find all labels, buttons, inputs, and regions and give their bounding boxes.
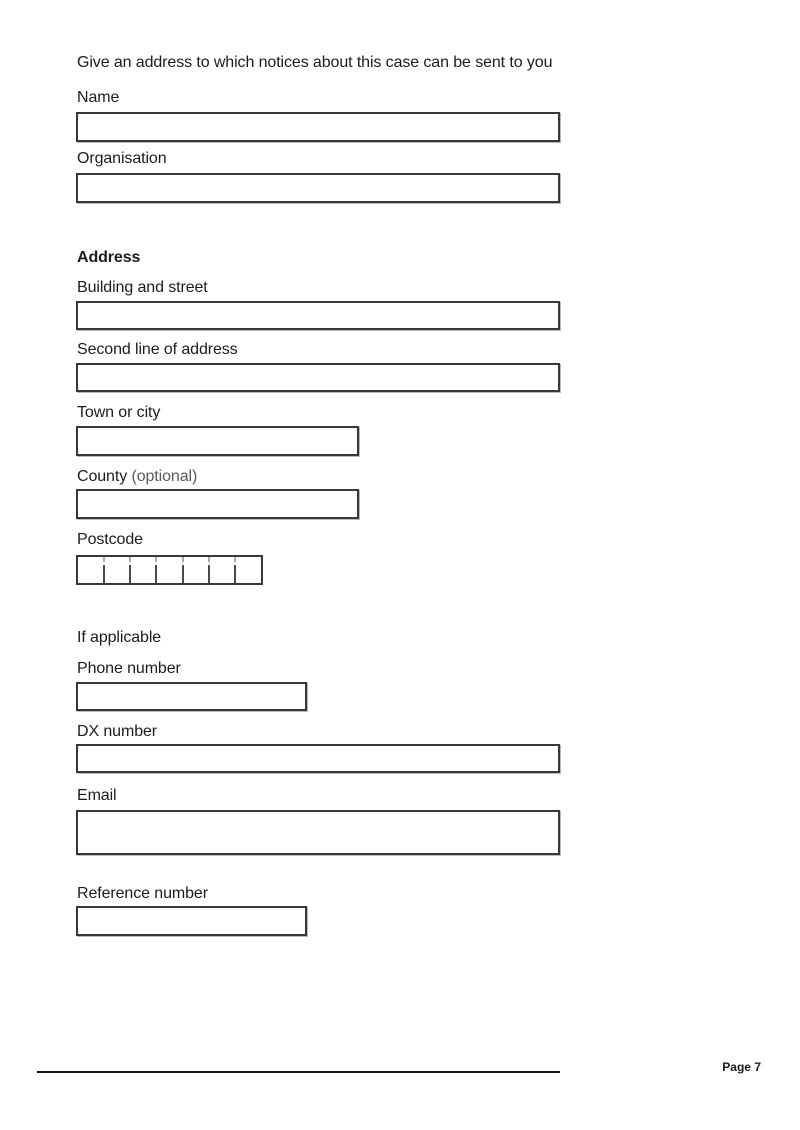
postcode-cell-divider-top [129, 557, 131, 562]
county-label-text: County [77, 468, 128, 485]
postcode-cell-divider [155, 565, 157, 583]
intro-text: Give an address to which notices about this case can be sent to you [77, 54, 553, 71]
postcode-cell-divider-top [234, 557, 236, 562]
postcode-cell-divider [234, 565, 236, 583]
phone-number-label: Phone number [77, 660, 181, 677]
name-label: Name [77, 89, 120, 106]
page-number: Page 7 [722, 1060, 761, 1074]
postcode-cell-divider [182, 565, 184, 583]
postcode-cell-divider-top [208, 557, 210, 562]
reference-number-label: Reference number [77, 885, 208, 902]
postcode-cell-divider [103, 565, 105, 583]
organisation-input[interactable] [76, 173, 560, 203]
reference-number-input[interactable] [76, 906, 307, 936]
postcode-cell-divider [208, 565, 210, 583]
postcode-input[interactable] [76, 555, 263, 585]
second-line-of-address-label: Second line of address [77, 341, 238, 358]
dx-number-label: DX number [77, 723, 158, 740]
building-and-street-label: Building and street [77, 279, 208, 296]
postcode-cell-divider-top [182, 557, 184, 562]
name-input[interactable] [76, 112, 560, 142]
county-optional-hint: (optional) [131, 468, 198, 485]
town-or-city-input[interactable] [76, 426, 359, 456]
email-label: Email [77, 787, 117, 804]
if-applicable-label: If applicable [77, 629, 162, 646]
email-input[interactable] [76, 810, 560, 855]
organisation-label: Organisation [77, 150, 167, 167]
postcode-label: Postcode [77, 531, 143, 548]
postcode-cell-divider-top [155, 557, 157, 562]
postcode-cell-divider-top [103, 557, 105, 562]
postcode-cell-divider [129, 565, 131, 583]
footer-rule [37, 1071, 560, 1073]
county-label [77, 467, 197, 487]
building-and-street-input[interactable] [76, 301, 560, 330]
dx-number-input[interactable] [76, 744, 560, 773]
address-section-heading: Address [77, 249, 141, 266]
phone-number-input[interactable] [76, 682, 307, 711]
county-input[interactable] [76, 489, 359, 519]
second-line-of-address-input[interactable] [76, 363, 560, 392]
town-or-city-label: Town or city [77, 404, 161, 421]
